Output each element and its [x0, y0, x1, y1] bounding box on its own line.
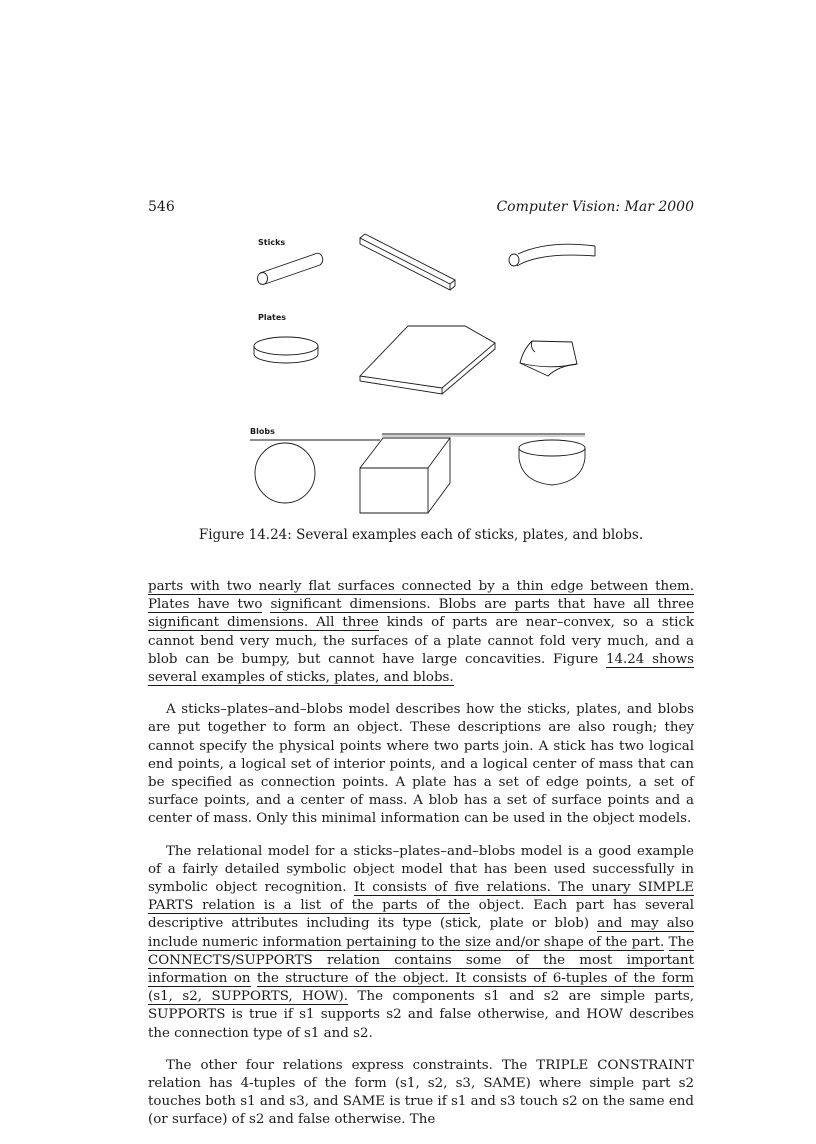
- figure-drawing: [230, 228, 610, 518]
- stick-bar: [360, 234, 455, 290]
- p3-c: object. Each part has several descriptive attributes including its type (stick, plate or blob): [148, 898, 695, 932]
- p3-g: The components s1 and s2 are simple parts, SUPPORTS is true if s1 supports s2 and false otherwise, and HOW describes the connection type of s1 and s2.: [148, 989, 694, 1041]
- stick-cylinder: [258, 253, 323, 284]
- plate-pentagon: [360, 326, 495, 394]
- paragraph-2: A sticks–plates–and–blobs model describes how the sticks, plates, and blobs are put together to form an object. These descriptions are also rough; they cannot specify the physical points where two parts join. A stick has two logical end points, a logical set of interior points, and a logical center of mass that can be specified as connection points. A plate has a set of edge points, a set of surface points, and a center of mass. A blob has a set of surface points and a center of mass. Only this minimal information can be used in the object models.: [148, 702, 694, 827]
- label-sticks: Sticks: [258, 238, 286, 247]
- p3-a: The relational model for a sticks–plates–and–blobs model is a good example of a fairly detailed symbolic object model that has been used successfully in symbolic object recognition.: [148, 843, 694, 896]
- body-text: [148, 578, 694, 1144]
- running-title: Computer Vision: Mar 2000: [496, 199, 694, 215]
- p3-e: The CONNECTS/SUPPORTS relation contains some of the most important information on: [148, 934, 694, 987]
- plate-curved: [520, 341, 577, 376]
- blob-bowl: [519, 440, 585, 485]
- paragraph-1: [148, 578, 694, 687]
- figure-caption: Figure 14.24: Several examples each of sticks, plates, and blobs.: [198, 527, 644, 543]
- p1-last: 14.24 shows several examples of sticks, plates, and blobs.: [148, 651, 694, 686]
- page-number: 546: [148, 199, 175, 215]
- p3-b: It consists of five relations. The unary SIMPLE PARTS relation is a list of the parts of the: [148, 880, 694, 914]
- blob-cube: [360, 438, 450, 513]
- p3-f: the structure of the object. It consists of 6-tuples of the form (s1, s2, SUPPORTS, HOW).: [148, 971, 694, 1005]
- paragraph-4: The other four relations express constraints. The TRIPLE CONSTRAINT relation has 4-tuples of the form (s1, s2, s3, SAME) where simple part s2 touches both s1 and s3, and SAME is true if s1 and s3 touch s2 on the same end (or surface) of s2 and false otherwise. The: [148, 1057, 694, 1128]
- label-plates: Plates: [258, 313, 287, 322]
- p1-line-2: significant dimensions. Blobs are parts that have all three significant dimensions. All three: [148, 597, 695, 631]
- paragraph-3: [148, 843, 694, 1043]
- label-blobs: Blobs: [250, 427, 275, 436]
- blob-sphere: [255, 443, 315, 503]
- page-header: [148, 199, 694, 219]
- figure-sticks-plates-blobs: [230, 228, 610, 518]
- stick-curved: [509, 244, 595, 266]
- p1-line-1: parts with two nearly flat surfaces connected by a thin edge between them. Plates have two: [148, 579, 694, 613]
- p1-rest: kinds of parts are near–convex, so a stick cannot bend very much, the surfaces of a plate cannot fold very much, and a blob can be bumpy, but cannot have large concavities. Figure: [148, 615, 694, 667]
- p3-d: and may also include numeric information pertaining to the size and/or shape of the part.: [148, 916, 694, 950]
- plate-disk: [254, 337, 318, 363]
